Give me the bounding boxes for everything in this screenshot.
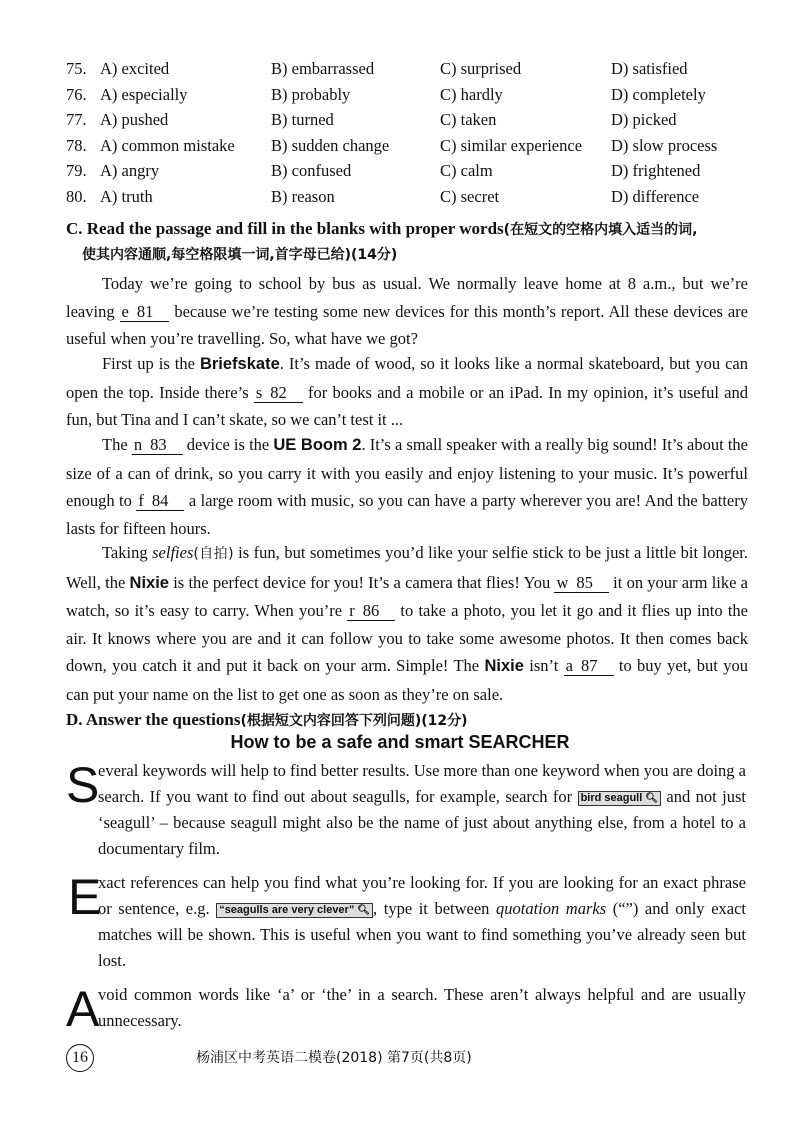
- choice-row: [66, 184, 766, 210]
- search-box-bird-seagull: [578, 791, 661, 806]
- passage-paragraph-4: [66, 539, 748, 709]
- term-quotation-marks: quotation marks: [495, 899, 607, 918]
- blank-number: 87: [581, 656, 598, 676]
- blank-letter: a: [565, 656, 573, 676]
- question-number: 80.: [66, 186, 87, 206]
- option-a[interactable]: A) truth: [100, 186, 153, 206]
- search-icon: 🔍︎: [645, 793, 659, 804]
- text-run: isn’t: [523, 656, 564, 676]
- question-number: 76.: [66, 84, 87, 104]
- text-run: . It’s made of wood, so it looks like a normal skateboard, but you can open the top. Inside there’s: [66, 354, 748, 402]
- text-run: to buy yet, but you can put your name on the list to get one as soon as they’re on sale.: [66, 656, 748, 704]
- option-b[interactable]: B) confused: [271, 161, 352, 180]
- option-b[interactable]: B) reason: [271, 186, 335, 206]
- page-number-circle: 16: [66, 1044, 94, 1072]
- option-a[interactable]: A) pushed: [100, 110, 169, 129]
- blank-86[interactable]: [347, 601, 395, 621]
- section-d-title: [66, 707, 468, 734]
- option-d[interactable]: D) picked: [611, 110, 677, 129]
- text-run: (“”) and only exact matches will be shown. This is useful when you want to find something you’ve already seen but lost.: [98, 899, 746, 970]
- text-run: xact references can help you find what you’re looking for. If you are looking for an exact phrase or sentence, e.g.: [98, 873, 746, 918]
- term-nixie: Nixie: [484, 657, 524, 676]
- passage-paragraph-3: [66, 431, 748, 542]
- option-b[interactable]: B) embarrassed: [271, 59, 375, 78]
- text-run: void common words like ‘a’ or ‘the’ in a search. These aren’t always helpful and are usually unnecessary.: [98, 985, 746, 1030]
- text-run: The: [102, 435, 132, 454]
- article-paragraph-1: [98, 758, 746, 862]
- option-c[interactable]: C) hardly: [440, 84, 503, 104]
- selfies-zh: (自拍): [193, 546, 234, 562]
- text-run: Today we’re going to school by bus as usual. We normally leave home at 8 a.m., but we’re leaving: [66, 274, 748, 321]
- option-c[interactable]: C) similar experience: [440, 135, 583, 155]
- section-d-title-en: D. Answer the questions: [66, 710, 241, 729]
- option-b[interactable]: B) turned: [271, 110, 334, 129]
- option-a[interactable]: A) angry: [100, 161, 160, 180]
- term-ue-boom: UE Boom 2: [273, 436, 362, 454]
- question-number: 79.: [66, 161, 87, 180]
- text-run: . It’s a small speaker with a really big sound! It’s about the size of a can of drink, so you carry it with you easily and enjoy listening to your music. It’s powerful enough to: [66, 435, 748, 511]
- search-icon: 🔍︎: [357, 905, 371, 916]
- option-d[interactable]: D) satisfied: [611, 59, 688, 78]
- option-d[interactable]: D) slow process: [611, 135, 718, 155]
- blank-number: 84: [151, 491, 169, 511]
- blank-number: 81: [136, 301, 154, 321]
- option-c[interactable]: C) calm: [440, 161, 493, 180]
- section-d-title-zh: (根据短文内容回答下列问题)(12分): [240, 713, 468, 729]
- passage-paragraph-2: [66, 350, 748, 434]
- text-run: , type it between: [373, 899, 496, 918]
- blank-letter: w: [556, 572, 569, 592]
- option-d[interactable]: D) frightened: [611, 161, 701, 180]
- option-d[interactable]: D) difference: [611, 186, 700, 206]
- choice-row: [66, 107, 766, 133]
- blank-number: 83: [150, 435, 167, 454]
- blank-84[interactable]: [136, 491, 184, 511]
- question-number: 75.: [66, 59, 87, 78]
- passage-paragraph-1: [66, 270, 748, 353]
- text-run: for books and a mobile or an iPad. In my opinion, it’s useful and fun, but Tina and I can’t skate, so we can’t test it ...: [66, 382, 748, 430]
- text-run: is the perfect device for you! It’s a camera that flies! You: [168, 572, 555, 592]
- blank-letter: r: [349, 601, 355, 621]
- blank-83[interactable]: [132, 435, 183, 455]
- text-run: a large room with music, so you can have a party wherever you are! And the battery lasts for fifteen hours.: [66, 491, 748, 538]
- blank-letter: f: [138, 491, 144, 511]
- choice-row: [66, 133, 766, 159]
- drop-cap-a: A: [66, 981, 100, 1037]
- blank-85[interactable]: [554, 573, 608, 593]
- search-box-text: “seagulls are very clever”: [219, 904, 355, 916]
- option-a[interactable]: A) common mistake: [100, 135, 235, 155]
- blank-number: 86: [362, 601, 380, 621]
- option-d[interactable]: D) completely: [611, 84, 706, 104]
- search-box-text: bird seagull: [580, 792, 643, 804]
- page-footer: [66, 1044, 756, 1074]
- blank-letter: s: [255, 382, 263, 402]
- option-c[interactable]: C) surprised: [440, 59, 522, 78]
- option-c[interactable]: C) secret: [440, 186, 500, 206]
- text-run: everal keywords will help to find better results. Use more than one keyword when you are doing a search. If you want to find out about seagulls, for example, search for: [98, 761, 746, 806]
- article-heading: How to be a safe and smart SEARCHER: [230, 732, 570, 752]
- section-c-title-en: C. Read the passage and fill in the blanks with proper words: [66, 219, 504, 238]
- choice-row: [66, 56, 766, 82]
- blank-87[interactable]: [564, 656, 614, 676]
- option-b[interactable]: B) probably: [271, 84, 351, 104]
- question-number: 77.: [66, 110, 87, 129]
- drop-cap-e: E: [68, 869, 102, 925]
- text-run: to take a photo, you let it go and it flies up into the air. It knows where you are and it can follow you to take some awesome photos. It then comes back down, you catch it and put it back on your arm. Simple! The: [66, 601, 748, 676]
- section-c-title: [66, 216, 697, 243]
- text-run: and not just ‘seagull’ – because seagull might also be the name of just about anything else, from a hotel to a documentary film.: [98, 787, 747, 858]
- text-run: First up is the: [102, 354, 200, 373]
- choice-row: [66, 158, 766, 184]
- blank-82[interactable]: [254, 383, 303, 403]
- article-paragraph-3: [98, 982, 746, 1034]
- text-run: device is the: [182, 435, 274, 454]
- blank-number: 85: [576, 572, 593, 592]
- blank-letter: e: [121, 301, 129, 321]
- text-run: it on your arm like a watch, so it’s easy to carry. When you’re: [66, 572, 749, 621]
- term-selfies: selfies: [152, 543, 194, 562]
- text-run: because we’re testing some new devices for this month’s report. All these devices are useful when you’re travelling. So, what have we got?: [66, 301, 748, 349]
- option-a[interactable]: A) excited: [100, 59, 170, 78]
- term-nixie: Nixie: [129, 573, 169, 592]
- blank-81[interactable]: [120, 302, 170, 322]
- option-b[interactable]: B) sudden change: [271, 135, 390, 155]
- search-box-seagulls-clever: [216, 903, 373, 918]
- article-paragraph-2: [98, 870, 746, 974]
- term-briefskate: Briefskate: [199, 355, 280, 373]
- drop-cap-s: S: [66, 757, 100, 813]
- question-number: 78.: [66, 135, 87, 155]
- choice-list: [66, 56, 766, 209]
- text-run: Taking: [102, 543, 153, 562]
- blank-letter: n: [133, 435, 143, 454]
- section-c-subtitle: 使其内容通顺,每空格限填一词,首字母已给)(14分): [82, 247, 398, 263]
- footer-text: 杨浦区中考英语二模卷(2018) 第7页(共8页): [196, 1050, 472, 1066]
- blank-number: 82: [270, 382, 287, 402]
- choice-row: [66, 82, 766, 108]
- option-a[interactable]: A) especially: [100, 84, 188, 104]
- option-c[interactable]: C) taken: [440, 110, 497, 129]
- text-run: is fun, but sometimes you’d like your selfie stick to be just a little bit longer. Well, the: [66, 543, 749, 592]
- section-c-title-zh: (在短文的空格内填入适当的词,: [503, 222, 698, 238]
